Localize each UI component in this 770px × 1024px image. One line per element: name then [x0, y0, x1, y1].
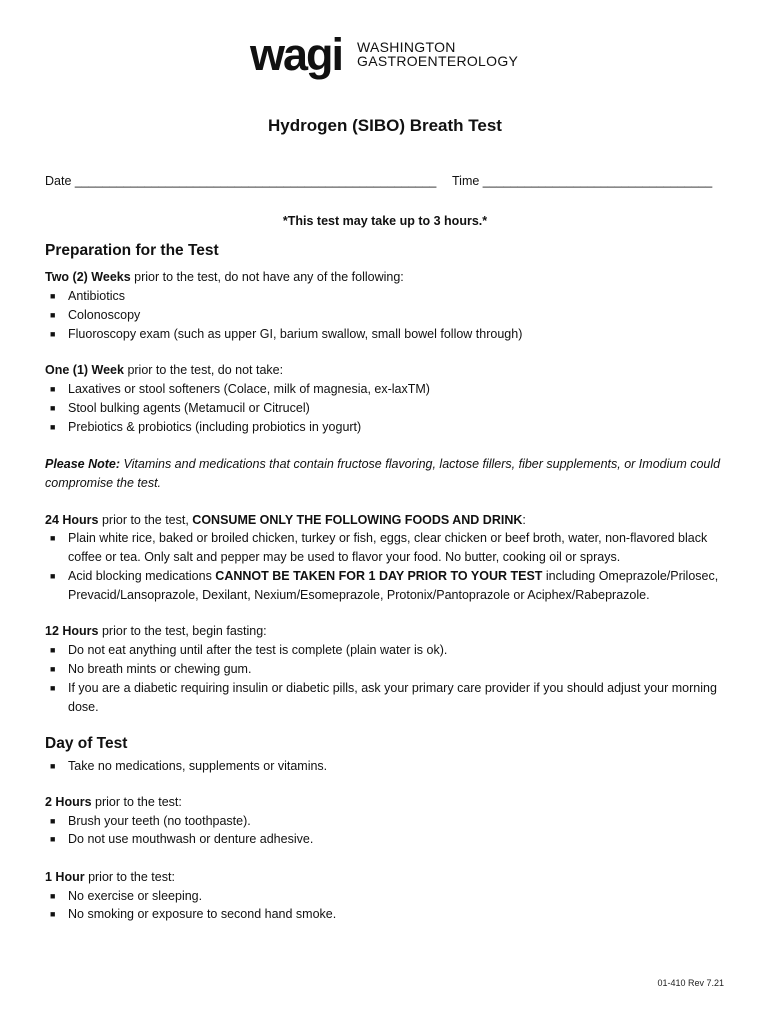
logo-line-2: GASTROENTEROLOGY — [357, 53, 519, 69]
one-week-rest: prior to the test, do not take: — [123, 363, 284, 377]
list-item: ■ No smoking or exposure to second hand smoke. — [50, 905, 726, 924]
section-heading-preparation: Preparation for the Test — [45, 242, 219, 259]
bullet-icon: ■ — [50, 571, 56, 581]
list-item: ■ Prebiotics & probiotics (including probiotics in yogurt) — [50, 418, 726, 437]
two-weeks-intro — [45, 268, 404, 286]
h12-intro: 12 Hours prior to the test, begin fasting: — [45, 624, 267, 638]
bullet-icon: ■ — [50, 761, 56, 771]
time-field: Time _________________________________ — [452, 174, 713, 188]
please-note-lead: Please Note: — [45, 457, 121, 471]
list-item: ■ Antibiotics — [50, 287, 726, 306]
one-week-intro — [45, 361, 283, 379]
document-title: Hydrogen (SIBO) Breath Test — [268, 116, 502, 135]
h1-intro: 1 Hour prior to the test: — [45, 870, 175, 884]
bullet-icon: ■ — [50, 291, 56, 301]
logo-text — [357, 40, 518, 68]
bullet-icon: ■ — [50, 664, 56, 674]
two-weeks-lead: Two (2) Weeks — [45, 270, 131, 284]
bullet-icon: ■ — [50, 645, 56, 655]
list-item: ■ Colonoscopy — [50, 306, 726, 325]
list-item: ■ Do not use mouthwash or denture adhesive. — [50, 830, 726, 849]
logo-mark: wagi — [250, 29, 343, 80]
list-item: ■ Do not eat anything until after the test is complete (plain water is ok). — [50, 641, 726, 660]
duration-note: *This test may take up to 3 hours.* — [282, 214, 488, 228]
bullet-icon: ■ — [50, 834, 56, 844]
list-item: ■ Take no medications, supplements or vitamins. — [50, 757, 726, 776]
list-item: ■ No breath mints or chewing gum. — [50, 660, 726, 679]
section-heading-day-of-test: Day of Test — [45, 735, 128, 752]
bullet-icon: ■ — [50, 909, 56, 919]
bullet-icon: ■ — [50, 422, 56, 432]
list-item: ■ If you are a diabetic requiring insulin or diabetic pills, ask your primary care provider if you should adjust your morning dose. — [50, 681, 717, 714]
list-item: ■ Acid blocking medications CANNOT BE TAKEN FOR 1 DAY PRIOR TO YOUR TEST including Omeprazole/Prilosec, Prevacid/Lansoprazole, Dexilant, Nexium/Esomeprazole, Protonix/Pantoprazole or Aciphex/Rabeprazole. — [50, 569, 719, 602]
bullet-icon: ■ — [50, 891, 56, 901]
please-note-text: Vitamins and medications that contain fructose flavoring, lactose fillers, fiber supplements, or Imodium could compromise the test. — [45, 457, 721, 490]
bullet-icon: ■ — [50, 384, 56, 394]
list-item: ■ Laxatives or stool softeners (Colace, milk of magnesia, ex-laxTM) — [50, 380, 726, 399]
two-weeks-rest: prior to the test, do not have any of the following: — [130, 270, 404, 284]
logo-line-1: WASHINGTON — [357, 39, 456, 55]
h2-intro: 2 Hours prior to the test: — [45, 795, 182, 809]
date-field: Date ____________________________________________________ — [45, 174, 437, 188]
please-note — [45, 455, 725, 493]
one-week-lead: One (1) Week — [45, 363, 124, 377]
list-item: ■ Fluoroscopy exam (such as upper GI, barium swallow, small bowel follow through) — [50, 325, 726, 344]
list-item: ■ Stool bulking agents (Metamucil or Citrucel) — [50, 399, 726, 418]
bullet-icon: ■ — [50, 816, 56, 826]
bullet-icon: ■ — [50, 403, 56, 413]
bullet-icon: ■ — [50, 683, 56, 693]
bullet-icon: ■ — [50, 533, 56, 543]
h24-intro: 24 Hours prior to the test, CONSUME ONLY THE FOLLOWING FOODS AND DRINK: — [45, 513, 526, 527]
list-item: ■ No exercise or sleeping. — [50, 887, 726, 906]
bullet-icon: ■ — [50, 310, 56, 320]
list-item: ■ Plain white rice, baked or broiled chicken, turkey or fish, eggs, clear chicken or beef broth, water, non-flavored black coffee or tea. Only salt and pepper may be used to flavor your food. No butter, cooking oil or sprays. — [50, 531, 708, 564]
revision-footer: 01-410 Rev 7.21 — [657, 978, 724, 988]
wagi-logo — [250, 28, 550, 90]
list-item: ■ Brush your teeth (no toothpaste). — [50, 812, 726, 831]
bullet-icon: ■ — [50, 329, 56, 339]
